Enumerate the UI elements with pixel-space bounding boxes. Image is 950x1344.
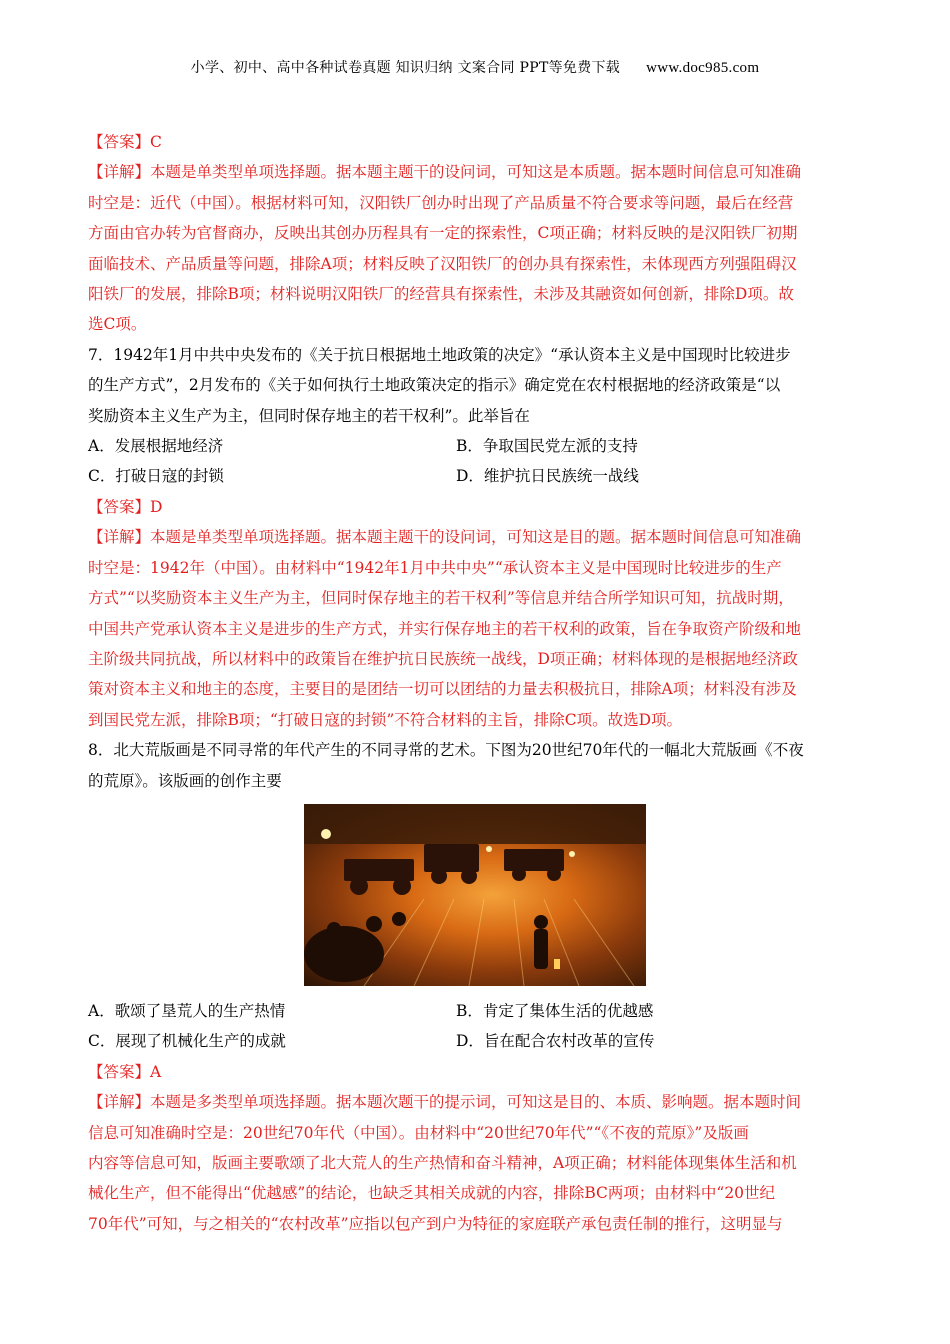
q8-option-a: A．歌颂了垦荒人的生产热情 bbox=[88, 1001, 286, 1020]
q7-stem-line: 7．1942年1月中共中央发布的《关于抗日根据地土地政策的决定》“承认资本主义是中国现时比较进步 bbox=[88, 345, 791, 364]
q7-option-c: C．打破日寇的封锁 bbox=[88, 467, 224, 486]
print-illustration bbox=[304, 804, 646, 986]
q8-stem-line: 的荒原》。该版画的创作主要 bbox=[88, 771, 282, 790]
q7-detail-line: 时空是：1942年（中国）。由材料中“1942年1月中共中央”“承认资本主义是中国现时比较进步的生产 bbox=[88, 558, 782, 577]
q6-detail-line: 面临技术、产品质量等问题，排除A项；材料反映了汉阳铁厂的创办具有探索性，未体现西方列强阻碍汉 bbox=[88, 254, 797, 273]
q6-detail-line: 方面由官办转为官督商办，反映出其创办历程具有一定的探索性，C项正确；材料反映的是汉阳铁厂初期 bbox=[88, 224, 798, 243]
q8-stem-line: 8．北大荒版画是不同寻常的年代产生的不同寻常的艺术。下图为20世纪70年代的一幅北大荒版画《不夜 bbox=[88, 741, 804, 760]
q8-option-c: C．展现了机械化生产的成就 bbox=[88, 1032, 286, 1051]
q7-detail-line: 到国民党左派，排除B项；“打破日寇的封锁”不符合材料的主旨，排除C项。故选D项。 bbox=[88, 710, 683, 729]
q7-detail-line: 策对资本主义和地主的态度，主要目的是团结一切可以团结的力量去积极抗日，排除A项；材料没有涉及 bbox=[88, 680, 797, 699]
page-header bbox=[0, 57, 950, 77]
q7-options-row bbox=[88, 431, 868, 461]
q7-stem-line: 的生产方式”，2月发布的《关于如何执行土地政策决定的指示》确定党在农村根据地的经济政策是“以 bbox=[88, 376, 781, 395]
q6-detail-line: 时空是：近代（中国）。根据材料可知，汉阳铁厂创办时出现了产品质量不符合要求等问题，最后在经营 bbox=[88, 193, 794, 212]
q7-detail-line: 方式”“以奖励资本主义生产为主，但同时保存地主的若干权利”等信息并结合所学知识可知，抗战时期， bbox=[88, 589, 794, 608]
header-site: www.doc985.com bbox=[646, 60, 760, 76]
q7-detail-line: 【详解】本题是单类型单项选择题。据本题主题干的设问词，可知这是目的题。据本题时间信息可知准确 bbox=[88, 528, 802, 547]
q8-answer: 【答案】A bbox=[88, 1062, 162, 1081]
header-text: 小学、初中、高中各种试卷真题 知识归纳 文案合同 PPT等免费下载 bbox=[190, 60, 621, 76]
q6-answer: 【答案】C bbox=[88, 133, 162, 151]
q7-stem-line: 奖励资本主义生产为主，但同时保存地主的若干权利”。此举旨在 bbox=[88, 406, 530, 425]
q7-options-row bbox=[88, 461, 868, 491]
q7-answer: 【答案】D bbox=[88, 497, 163, 516]
q7-detail-line: 中国共产党承认资本主义是进步的生产方式，并实行保存地主的若干权利的政策，旨在争取资产阶级和地 bbox=[88, 619, 802, 638]
q7-option-b: B．争取国民党左派的支持 bbox=[456, 437, 638, 456]
document-body bbox=[88, 127, 868, 1239]
q7-option-a: A．发展根据地经济 bbox=[88, 437, 224, 456]
q8-detail-line: 信息可知准确时空是：20世纪70年代（中国）。由材料中“20世纪70年代”“《不夜的荒原》”及版画 bbox=[88, 1123, 749, 1142]
q6-detail-line: 选C项。 bbox=[88, 315, 147, 334]
q8-option-d: D．旨在配合农村改革的宣传 bbox=[456, 1032, 655, 1051]
q8-options-row bbox=[88, 1026, 868, 1056]
q8-options-row bbox=[88, 996, 868, 1026]
q8-detail-line: 械化生产，但不能得出“优越感”的结论，也缺乏其相关成就的内容，排除BC两项；由材料中“20世纪 bbox=[88, 1184, 776, 1203]
q7-option-d: D．维护抗日民族统一战线 bbox=[456, 467, 639, 486]
q6-detail-line: 阳铁厂的发展，排除B项；材料说明汉阳铁厂的经营具有探索性，未涉及其融资如何创新，排除D项。故 bbox=[88, 285, 794, 304]
q8-detail-line: 70年代”可知，与之相关的“农村改革”应指以包产到户为特征的家庭联产承包责任制的推行，这明显与 bbox=[88, 1214, 783, 1233]
woodblock-print-image bbox=[304, 804, 646, 986]
q8-detail-line: 【详解】本题是多类型单项选择题。据本题次题干的提示词，可知这是目的、本质、影响题。据本题时间 bbox=[88, 1093, 802, 1112]
q6-detail-line: 【详解】本题是单类型单项选择题。据本题主题干的设问词，可知这是本质题。据本题时间信息可知准确 bbox=[88, 163, 802, 182]
q8-detail-line: 内容等信息可知，版画主要歌颂了北大荒人的生产热情和奋斗精神，A项正确；材料能体现集体生活和机 bbox=[88, 1153, 797, 1172]
q8-option-b: B．肯定了集体生活的优越感 bbox=[456, 1001, 654, 1020]
q7-detail-line: 主阶级共同抗战，所以材料中的政策旨在维护抗日民族统一战线，D项正确；材料体现的是根据地经济政 bbox=[88, 649, 798, 668]
